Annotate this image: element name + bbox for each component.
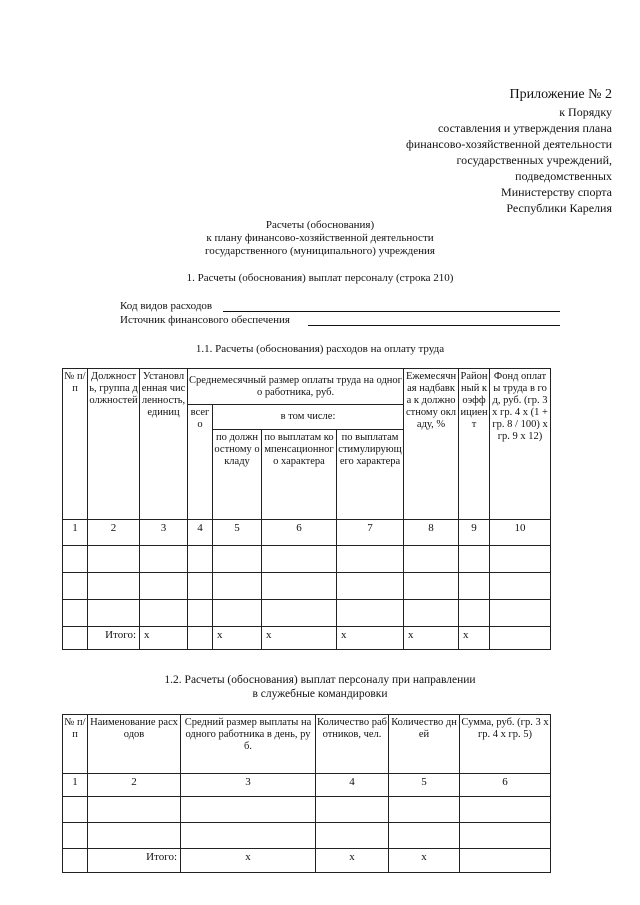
column-number: 10	[490, 520, 551, 546]
column-number: 1	[63, 520, 88, 546]
table-row	[63, 600, 551, 627]
col-header-avg-monthly: Среднемесячный размер оплаты труда на одного работника, руб.	[188, 369, 404, 405]
title-line: государственного (муниципального) учреждения	[205, 245, 435, 257]
total-cell: х	[389, 849, 460, 873]
table-cell[interactable]	[63, 600, 88, 627]
table-cell[interactable]	[188, 573, 213, 600]
table2-heading: 1.2. Расчеты (обоснования) выплат персоналу при направлении в служебные командировки	[164, 674, 476, 700]
table-cell[interactable]	[404, 546, 459, 573]
table-cell[interactable]	[188, 600, 213, 627]
appendix-line: финансово-хозяйственной деятельности	[406, 137, 612, 151]
total-cell: х	[316, 849, 389, 873]
table-cell[interactable]	[262, 546, 337, 573]
column-number: 7	[337, 520, 404, 546]
funding-source-underline	[308, 325, 560, 326]
col-header-by-salary: по должностному окладу	[213, 430, 262, 520]
total-cell: х	[140, 627, 188, 650]
col-header-num: № п/п	[63, 715, 88, 774]
table-cell[interactable]	[459, 573, 490, 600]
table-cell[interactable]	[316, 823, 389, 849]
total-label: Итого:	[88, 849, 181, 873]
column-number: 8	[404, 520, 459, 546]
table-cell[interactable]	[88, 546, 140, 573]
column-number: 5	[213, 520, 262, 546]
table-row	[63, 573, 551, 600]
table-cell[interactable]	[490, 546, 551, 573]
col-header-num: № п/п	[63, 369, 88, 520]
col-header-annual-fund: Фонд оплаты труда в год, руб. (гр. 3 х гр. 4 х (1 + гр. 8 / 100) х гр. 9 х 12)	[490, 369, 551, 520]
total-cell: х	[262, 627, 337, 650]
col-header-including: в том числе:	[213, 405, 404, 430]
table-cell[interactable]	[316, 797, 389, 823]
expense-code-field	[120, 300, 560, 313]
col-header-avg-daily: Средний размер выплаты на одного работника в день, руб.	[181, 715, 316, 774]
table-cell[interactable]	[262, 600, 337, 627]
appendix-line: составления и утверждения плана	[437, 121, 612, 135]
total-cell	[490, 627, 551, 650]
table-cell[interactable]	[213, 600, 262, 627]
col-header-sum: Сумма, руб. (гр. 3 х гр. 4 х гр. 5)	[460, 715, 551, 774]
column-numbers-row	[63, 520, 551, 546]
column-number: 3	[140, 520, 188, 546]
column-number: 4	[188, 520, 213, 546]
total-cell: х	[181, 849, 316, 873]
total-cell: х	[404, 627, 459, 650]
table-cell[interactable]	[88, 797, 181, 823]
travel-table	[62, 714, 551, 873]
table-cell[interactable]	[404, 573, 459, 600]
col-header-name: Наименование расходов	[88, 715, 181, 774]
table-cell[interactable]	[181, 823, 316, 849]
table-cell[interactable]	[460, 823, 551, 849]
col-header-regional-coef: Районный коэффициент	[459, 369, 490, 520]
appendix-line: Министерству спорта	[501, 185, 612, 199]
table-cell[interactable]	[88, 573, 140, 600]
section1-heading: 1. Расчеты (обоснования) выплат персоналу (строка 210)	[186, 272, 454, 284]
table-cell[interactable]	[389, 797, 460, 823]
table-cell[interactable]	[140, 600, 188, 627]
col-header-days: Количество дней	[389, 715, 460, 774]
column-numbers-row	[63, 774, 551, 797]
column-number: 9	[459, 520, 490, 546]
table-cell[interactable]	[188, 546, 213, 573]
column-number: 6	[460, 774, 551, 797]
column-number: 6	[262, 520, 337, 546]
table-cell[interactable]	[262, 573, 337, 600]
table-cell[interactable]	[140, 573, 188, 600]
total-cell: х	[213, 627, 262, 650]
table-cell[interactable]	[213, 546, 262, 573]
appendix-line: государственных учреждений,	[456, 153, 612, 167]
column-number: 1	[63, 774, 88, 797]
total-cell: х	[337, 627, 404, 650]
total-row	[63, 627, 551, 650]
table-cell[interactable]	[404, 600, 459, 627]
title-line: к плану финансово-хозяйственной деятельности	[206, 232, 434, 244]
table-row	[63, 546, 551, 573]
table1-heading: 1.1. Расчеты (обоснования) расходов на оплату труда	[195, 343, 445, 355]
appendix-line: подведомственных	[515, 169, 612, 183]
table-row	[63, 823, 551, 849]
table-cell[interactable]	[63, 797, 88, 823]
title-line: Расчеты (обоснования)	[265, 219, 375, 231]
table-cell[interactable]	[389, 823, 460, 849]
appendix-line: к Порядку	[559, 105, 612, 119]
total-cell	[63, 627, 88, 650]
expense-code-label: Код видов расходов	[120, 300, 213, 312]
col-header-total: всего	[188, 405, 213, 520]
col-header-staff: Установленная численность, единиц	[140, 369, 188, 520]
table-cell[interactable]	[63, 546, 88, 573]
table-cell[interactable]	[459, 546, 490, 573]
table-cell[interactable]	[337, 600, 404, 627]
payroll-table	[62, 368, 551, 650]
table-cell[interactable]	[88, 823, 181, 849]
total-cell	[188, 627, 213, 650]
table-cell[interactable]	[337, 546, 404, 573]
table-cell[interactable]	[140, 546, 188, 573]
col-header-position: Должность, группа должностей	[88, 369, 140, 520]
table-cell[interactable]	[460, 797, 551, 823]
total-label: Итого:	[88, 627, 140, 650]
column-number: 4	[316, 774, 389, 797]
table-cell[interactable]	[181, 797, 316, 823]
table-cell[interactable]	[88, 600, 140, 627]
column-number: 2	[88, 774, 181, 797]
col-header-by-compensation: по выплатам компенсационного характера	[262, 430, 337, 520]
total-cell	[63, 849, 88, 873]
total-row	[63, 849, 551, 873]
appendix-block	[282, 86, 612, 216]
table-cell[interactable]	[337, 573, 404, 600]
table-cell[interactable]	[490, 600, 551, 627]
table-cell[interactable]	[459, 600, 490, 627]
funding-source-field	[120, 314, 560, 327]
table-cell[interactable]	[213, 573, 262, 600]
column-number: 5	[389, 774, 460, 797]
table-row	[63, 797, 551, 823]
appendix-line: Республики Карелия	[506, 201, 612, 215]
funding-source-label: Источник финансового обеспечения	[120, 314, 290, 326]
column-number: 2	[88, 520, 140, 546]
column-number: 3	[181, 774, 316, 797]
total-cell: х	[459, 627, 490, 650]
document-title	[0, 219, 640, 258]
col-header-workers: Количество работников, чел.	[316, 715, 389, 774]
total-cell	[460, 849, 551, 873]
table-cell[interactable]	[63, 573, 88, 600]
table-cell[interactable]	[490, 573, 551, 600]
appendix-title: Приложение № 2	[509, 87, 612, 102]
table-cell[interactable]	[63, 823, 88, 849]
col-header-monthly-bonus: Ежемесячная надбавка к должностному окладу, %	[404, 369, 459, 520]
col-header-by-incentive: по выплатам стимулирующего характера	[337, 430, 404, 520]
expense-code-underline	[223, 311, 560, 312]
